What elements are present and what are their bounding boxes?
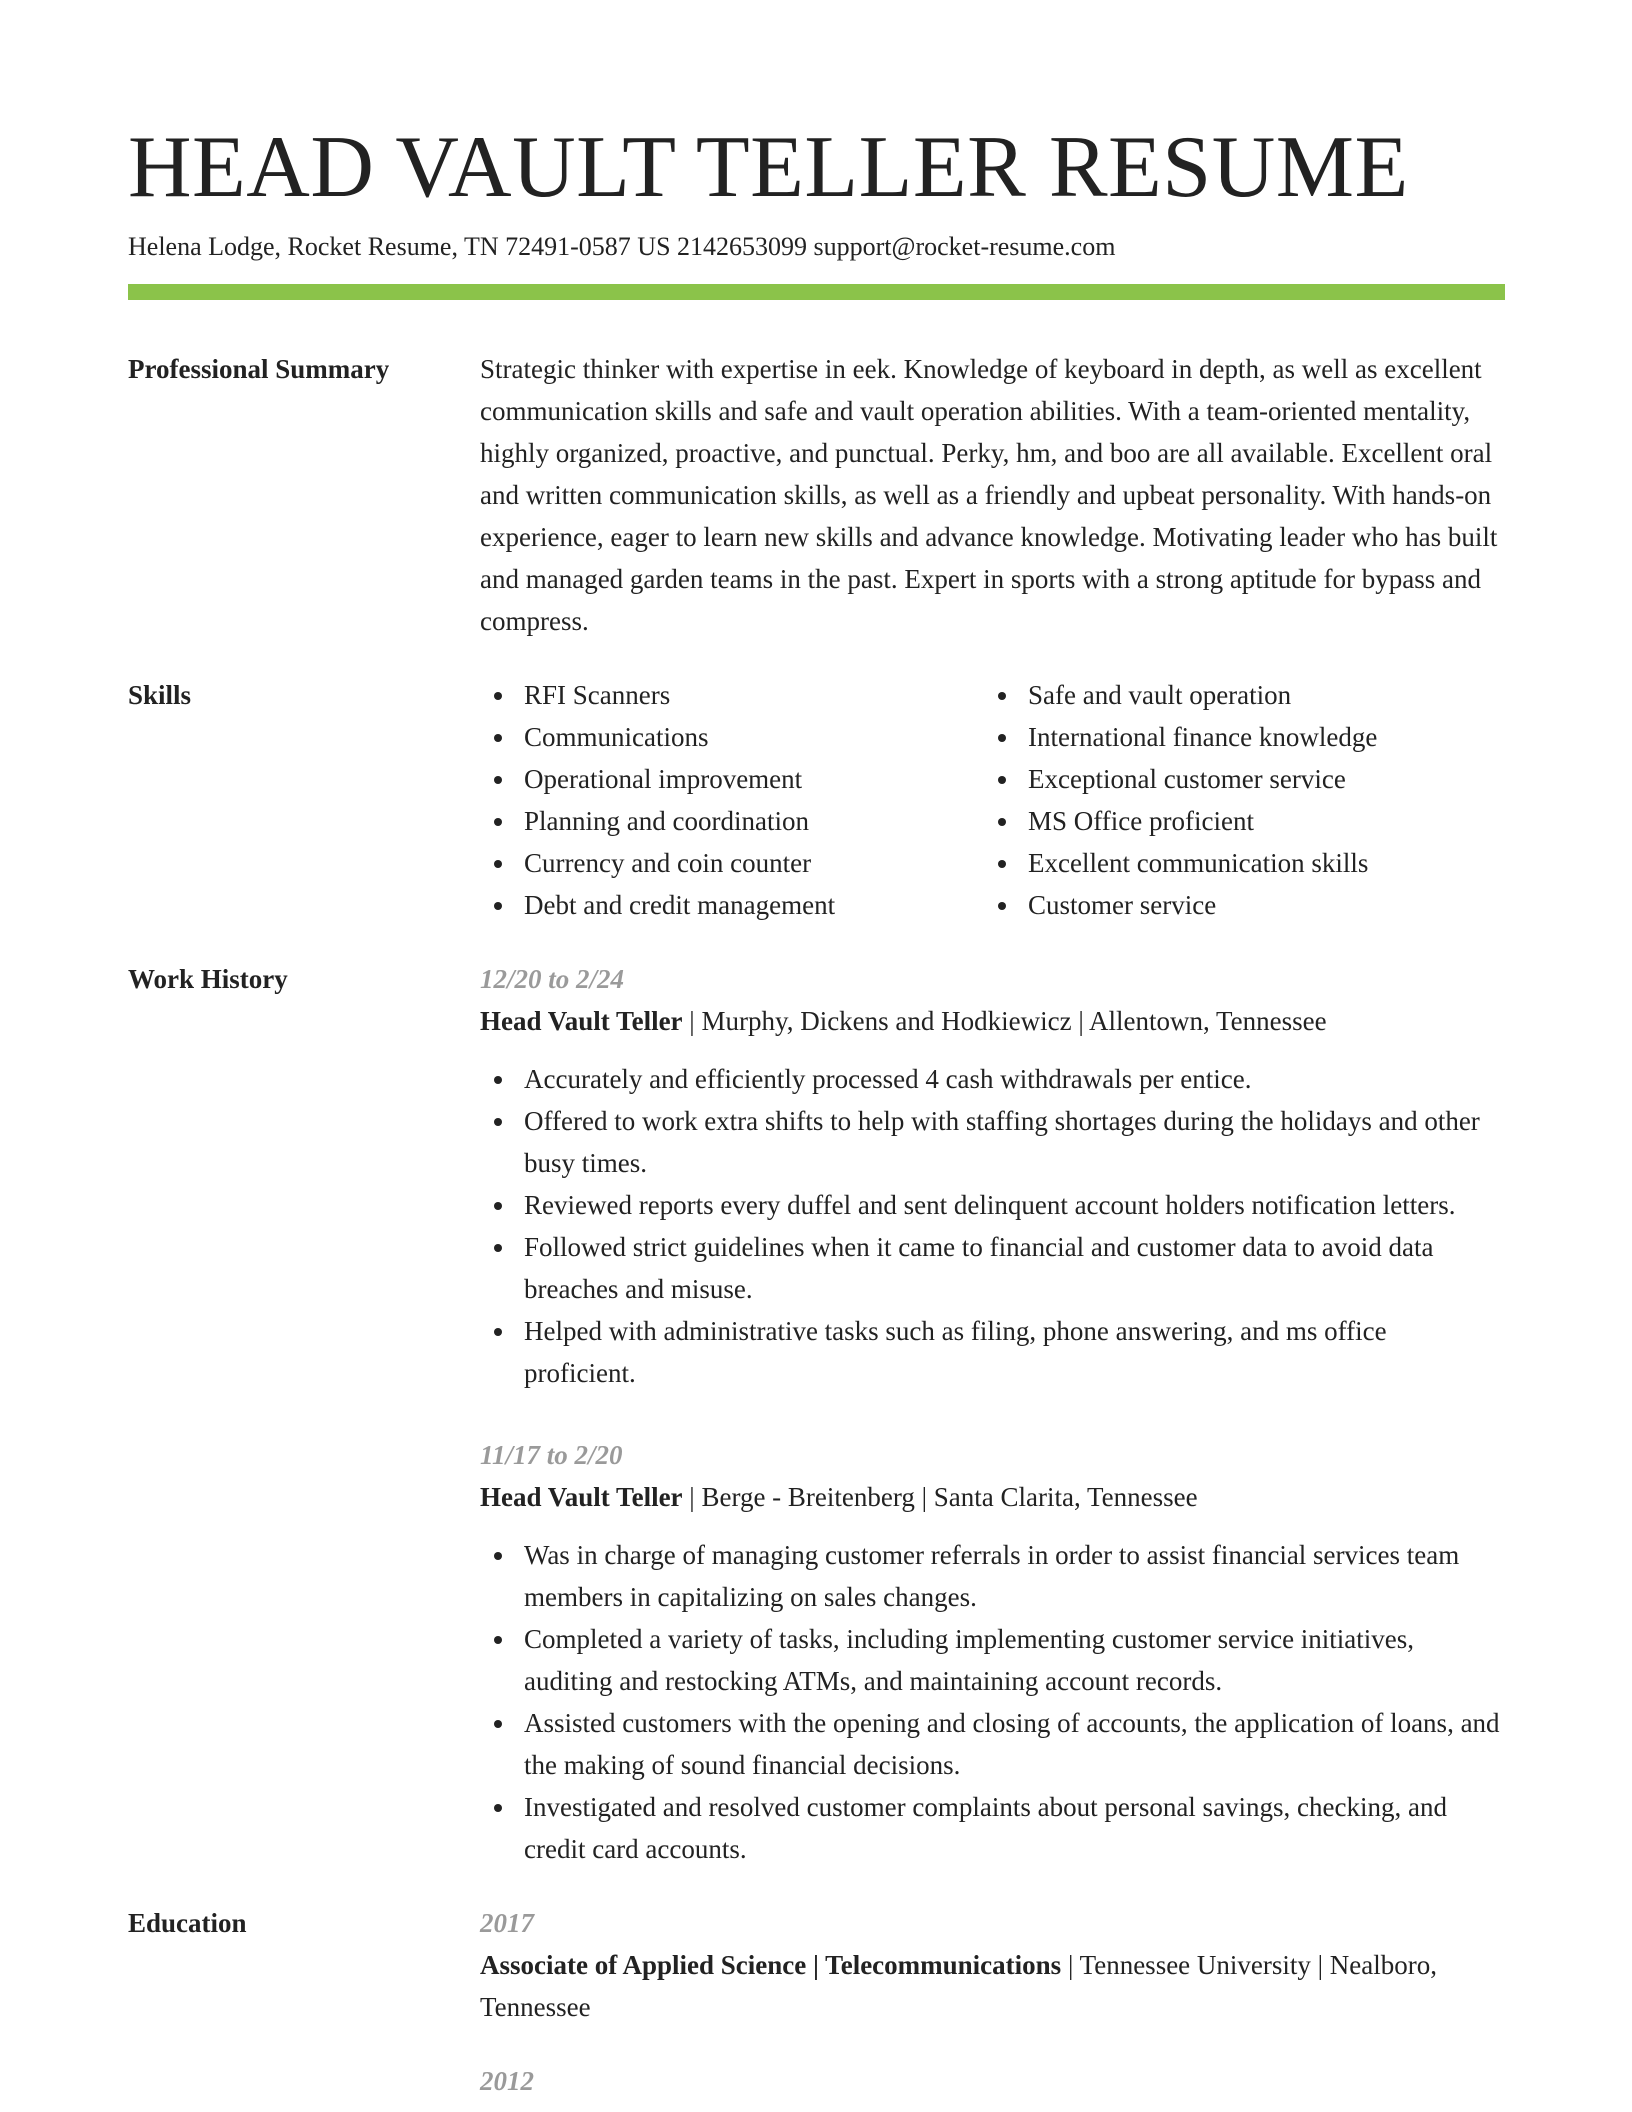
skill-item: Excellent communication skills <box>984 842 1488 884</box>
header-divider <box>128 284 1505 300</box>
skills-section <box>128 674 1505 926</box>
job-dates: 12/20 to 2/24 <box>480 964 625 994</box>
education-entry <box>480 2060 1505 2102</box>
skill-item: Safe and vault operation <box>984 674 1488 716</box>
summary-section <box>128 348 1505 642</box>
summary-heading: Professional Summary <box>128 354 390 384</box>
work-history-section <box>128 958 1505 1870</box>
contact-line: Helena Lodge, Rocket Resume, TN 72491-0587 US 2142653099 support@rocket-resume.com <box>128 232 1116 261</box>
duty-item: Reviewed reports every duffel and sent delinquent account holders notification letters. <box>480 1184 1505 1226</box>
resume-title: HEAD VAULT TELLER RESUME <box>128 119 1409 216</box>
duty-item: Was in charge of managing customer referrals in order to assist financial services team members in capitalizing on sales changes. <box>480 1534 1505 1618</box>
work-history-heading: Work History <box>128 964 288 994</box>
job-entry <box>480 958 1505 1394</box>
job-heading <box>480 1476 1505 1518</box>
duty-item: Investigated and resolved customer complaints about personal savings, checking, and credit card accounts. <box>480 1786 1505 1870</box>
skill-item: International finance knowledge <box>984 716 1488 758</box>
education-heading: Education <box>128 1908 247 1938</box>
skill-item: Exceptional customer service <box>984 758 1488 800</box>
job-heading <box>480 1000 1505 1042</box>
education-entry <box>480 1902 1505 2028</box>
job-duties <box>480 1534 1505 1870</box>
education-year: 2017 <box>480 1908 534 1938</box>
job-duties <box>480 1058 1505 1394</box>
duty-item: Completed a variety of tasks, including implementing customer service initiatives, auditing and restocking ATMs, and maintaining account records. <box>480 1618 1505 1702</box>
skill-item: Debt and credit management <box>480 884 984 926</box>
duty-item: Followed strict guidelines when it came to financial and customer data to avoid data breaches and misuse. <box>480 1226 1505 1310</box>
job-employer-location: | Murphy, Dickens and Hodkiewicz | Allentown, Tennessee <box>682 1006 1327 1036</box>
skill-item: MS Office proficient <box>984 800 1488 842</box>
duty-item: Offered to work extra shifts to help with staffing shortages during the holidays and other busy times. <box>480 1100 1505 1184</box>
job-entry <box>480 1434 1505 1870</box>
job-dates: 11/17 to 2/20 <box>480 1440 623 1470</box>
duty-item: Accurately and efficiently processed 4 cash withdrawals per entice. <box>480 1058 1505 1100</box>
duty-item: Helped with administrative tasks such as filing, phone answering, and ms office proficient. <box>480 1310 1505 1394</box>
resume-page <box>128 118 1505 2102</box>
job-employer-location: | Berge - Breitenberg | Santa Clarita, Tennessee <box>682 1482 1198 1512</box>
education-year: 2012 <box>480 2066 534 2096</box>
job-title: Head Vault Teller <box>480 1006 683 1036</box>
skill-item: Operational improvement <box>480 758 984 800</box>
education-heading-line <box>480 1944 1505 2028</box>
skill-item: Planning and coordination <box>480 800 984 842</box>
summary-text: Strategic thinker with expertise in eek. Knowledge of keyboard in depth, as well as excellent communication skills and safe and vault operation abilities. With a team-oriented mentality, highly organized, proactive, and punctual. Perky, hm, and boo are all available. Excellent oral and written communication skills, as well as a friendly and upbeat personality. With hands-on experience, eager to learn new skills and advance knowledge. Motivating leader who has built and managed garden teams in the past. Expert in sports with a strong aptitude for bypass and compress. <box>480 354 1498 636</box>
duty-item: Assisted customers with the opening and closing of accounts, the application of loans, and the making of sound financial decisions. <box>480 1702 1505 1786</box>
skills-heading: Skills <box>128 680 192 710</box>
skills-list-left <box>480 674 984 926</box>
school-location: | Tennessee University | Nealboro, Tennessee <box>480 1950 1438 2022</box>
skill-item: Customer service <box>984 884 1488 926</box>
education-section <box>128 1902 1505 2102</box>
skill-item: Currency and coin counter <box>480 842 984 884</box>
skill-item: Communications <box>480 716 984 758</box>
job-title: Head Vault Teller <box>480 1482 683 1512</box>
skill-item: RFI Scanners <box>480 674 984 716</box>
skills-list-right <box>984 674 1488 926</box>
degree-title: Associate of Applied Science | Telecommunications <box>480 1950 1062 1980</box>
skills-columns <box>480 674 1505 926</box>
